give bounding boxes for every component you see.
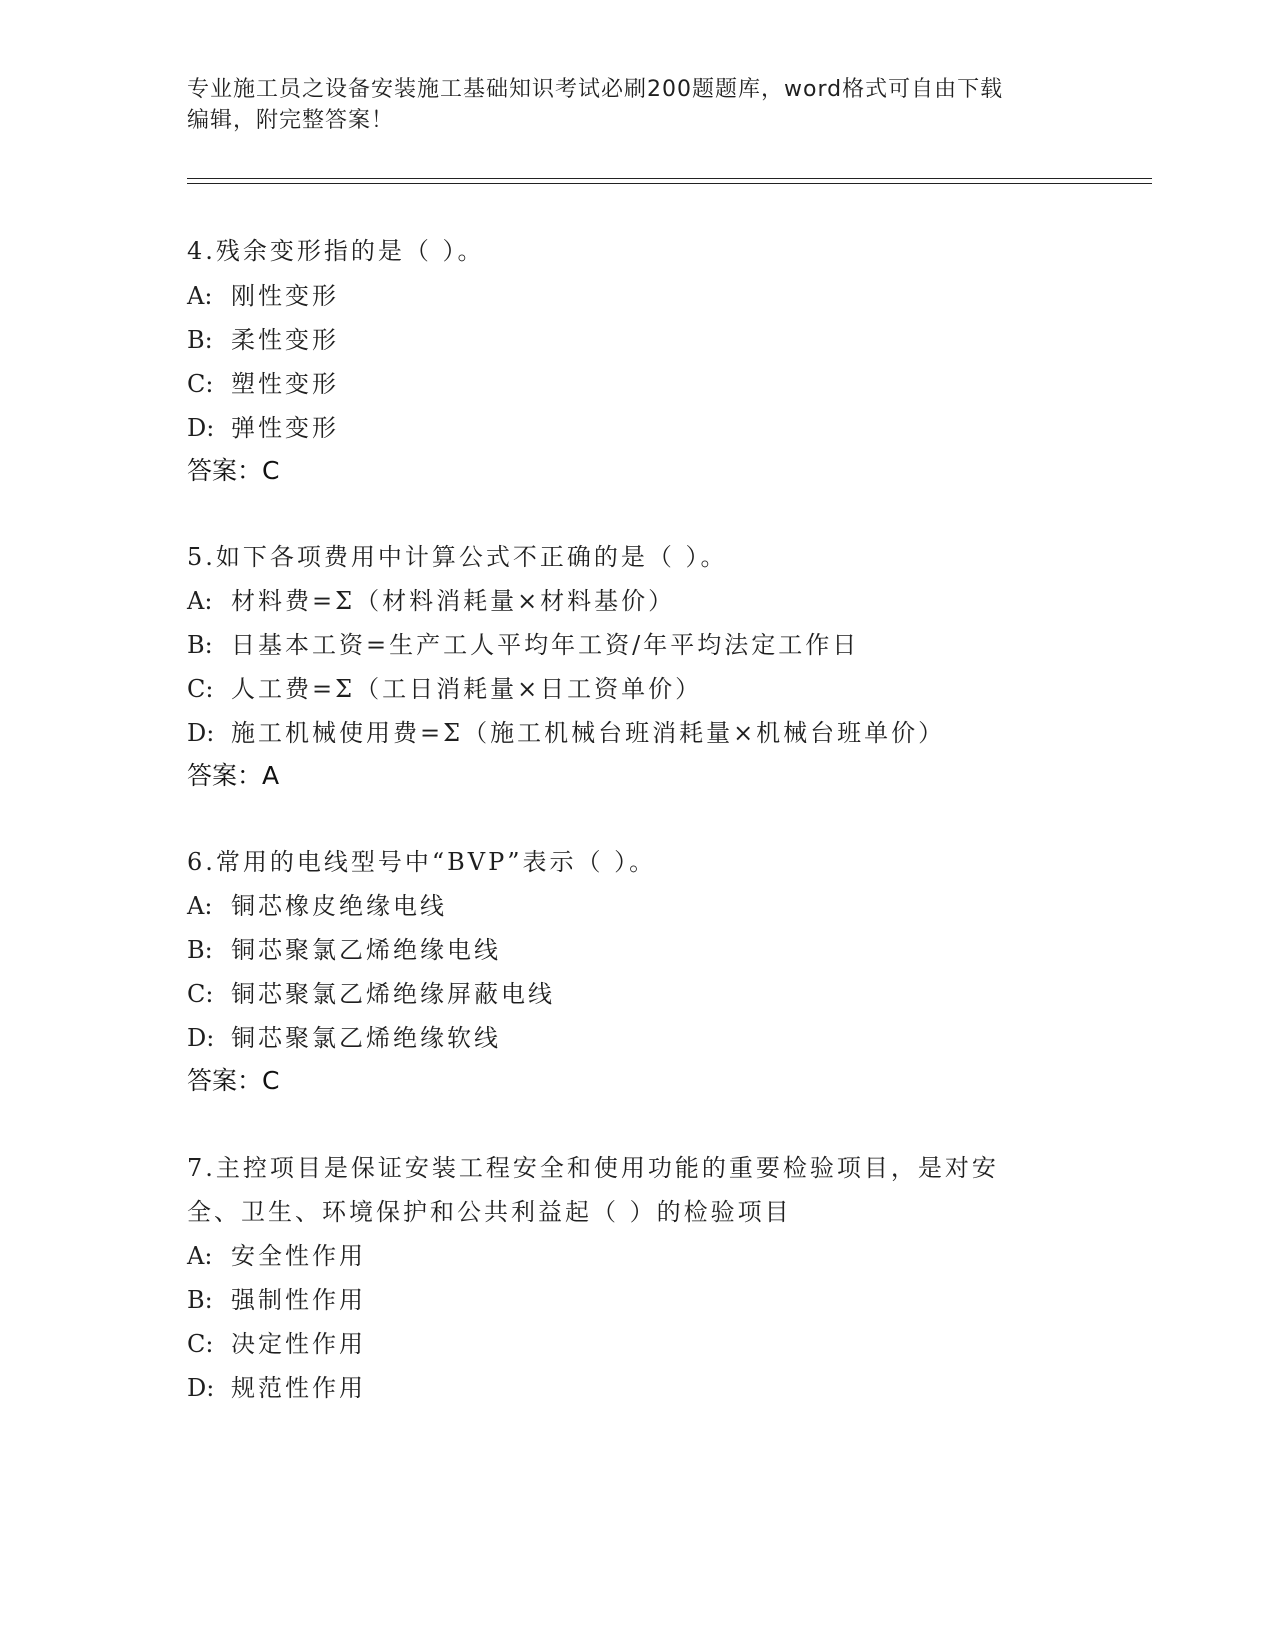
question-4-option-c [187, 364, 339, 399]
option-text: 施工机械使用费=Σ（施工机械台班消耗量×机械台班单价） [231, 719, 946, 747]
question-5-answer: 答案：A [187, 761, 280, 790]
option-letter: D: [187, 1374, 215, 1402]
question-7-stem: 7.主控项目是保证安装工程安全和使用功能的重要检验项目，是对安 [187, 1154, 999, 1182]
question-6-option-c [187, 974, 555, 1009]
document-header [187, 74, 1087, 136]
question-6-option-a [187, 886, 447, 921]
option-text: 决定性作用 [231, 1330, 366, 1358]
question-5-option-a [187, 581, 675, 616]
question-7-option-a [187, 1236, 366, 1271]
option-text: 规范性作用 [231, 1374, 366, 1402]
question-5-option-b [187, 625, 859, 660]
option-text: 柔性变形 [231, 326, 339, 354]
option-text: 铜芯聚氯乙烯绝缘软线 [231, 1024, 501, 1052]
question-4-option-b [187, 320, 339, 355]
option-letter: B: [187, 1286, 213, 1314]
question-6-option-b [187, 930, 501, 965]
option-text: 刚性变形 [231, 282, 339, 310]
question-6-answer: 答案：C [187, 1066, 280, 1095]
option-text: 塑性变形 [231, 370, 339, 398]
question-4-option-d [187, 408, 339, 443]
option-letter: A: [187, 1242, 213, 1270]
option-letter: A: [187, 282, 213, 310]
option-text: 人工费=Σ（工日消耗量×日工资单价） [231, 675, 703, 703]
option-letter: C: [187, 675, 214, 703]
question-4-answer: 答案：C [187, 456, 280, 485]
question-5-option-c [187, 669, 702, 704]
question-5-stem: 5.如下各项费用中计算公式不正确的是（ ）。 [187, 543, 728, 571]
option-letter: B: [187, 326, 213, 354]
option-letter: C: [187, 1330, 214, 1358]
option-letter: A: [187, 587, 213, 615]
question-7-option-c [187, 1324, 366, 1359]
option-letter: C: [187, 370, 214, 398]
question-7-stem-continued: 全、卫生、环境保护和公共利益起（ ）的检验项目 [187, 1198, 792, 1226]
question-5-option-d [187, 713, 945, 748]
option-letter: B: [187, 631, 213, 659]
header-title-line-2: 编辑，附完整答案！ [187, 108, 395, 133]
option-letter: A: [187, 892, 213, 920]
header-divider-top [187, 178, 1152, 179]
option-text: 铜芯聚氯乙烯绝缘屏蔽电线 [231, 980, 555, 1008]
option-letter: C: [187, 980, 214, 1008]
option-text: 安全性作用 [231, 1242, 366, 1270]
option-text: 日基本工资=生产工人平均年工资/年平均法定工作日 [231, 631, 860, 659]
option-text: 铜芯聚氯乙烯绝缘电线 [231, 936, 501, 964]
option-letter: D: [187, 1024, 215, 1052]
question-7-option-b [187, 1280, 366, 1315]
question-6-stem: 6.常用的电线型号中“BVP”表示（ ）。 [187, 848, 657, 876]
option-letter: D: [187, 414, 215, 442]
question-7-option-d [187, 1368, 366, 1403]
option-text: 材料费=Σ（材料消耗量×材料基价） [231, 587, 676, 615]
option-text: 铜芯橡皮绝缘电线 [231, 892, 447, 920]
question-4-stem: 4.残余变形指的是（ ）。 [187, 237, 485, 265]
question-6-option-d [187, 1018, 501, 1053]
option-letter: D: [187, 719, 215, 747]
option-text: 强制性作用 [231, 1286, 366, 1314]
header-title-line-1: 专业施工员之设备安装施工基础知识考试必刷200题题库，word格式可自由下载 [187, 77, 1004, 102]
option-text: 弹性变形 [231, 414, 339, 442]
option-letter: B: [187, 936, 213, 964]
question-4-option-a [187, 276, 339, 311]
header-divider-bottom [187, 183, 1152, 184]
